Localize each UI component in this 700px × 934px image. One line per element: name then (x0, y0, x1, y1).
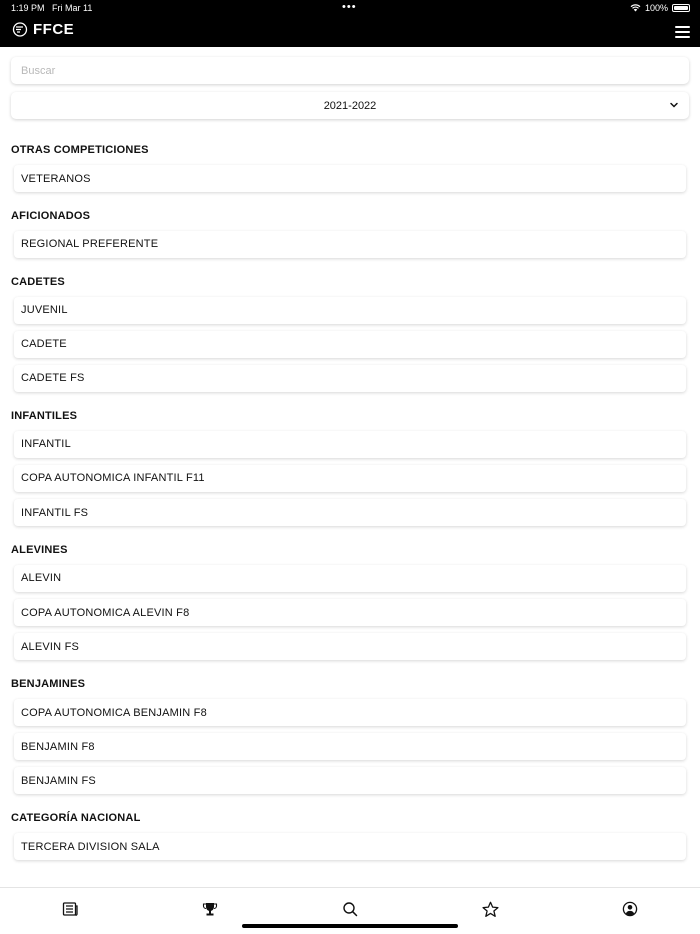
list-item[interactable]: TERCERA DIVISION SALA (14, 833, 686, 860)
list-item[interactable]: ALEVIN (14, 565, 686, 592)
season-selected-value: 2021-2022 (323, 99, 377, 112)
section-alevines (0, 542, 700, 660)
list-item[interactable]: BENJAMIN F8 (14, 733, 686, 760)
app-logo[interactable] (12, 21, 74, 38)
status-indicators (630, 3, 690, 13)
profile-icon (622, 901, 638, 917)
logo-text: FFCE (33, 21, 75, 38)
section-infantiles (0, 408, 700, 526)
list-item[interactable]: JUVENIL (14, 297, 686, 324)
list-item[interactable]: COPA AUTONOMICA INFANTIL F11 (14, 465, 686, 492)
home-indicator[interactable] (242, 924, 458, 928)
section-aficionados (0, 208, 700, 258)
tab-favorites[interactable] (481, 900, 499, 918)
battery-percent: 100% (644, 3, 668, 13)
wifi-icon (630, 4, 641, 12)
section-title: CATEGORÍA NACIONAL (11, 812, 141, 825)
section-cadetes (0, 274, 700, 392)
section-title: INFANTILES (11, 409, 78, 422)
ffce-crest-icon (12, 21, 28, 38)
list-item[interactable]: INFANTIL FS (14, 499, 686, 526)
tab-news[interactable] (61, 900, 79, 918)
list-item[interactable]: BENJAMIN FS (14, 767, 686, 794)
section-title: ALEVINES (11, 543, 68, 556)
main-content[interactable] (0, 47, 700, 887)
tab-profile[interactable] (621, 900, 639, 918)
status-time (11, 3, 92, 13)
section-title: OTRAS COMPETICIONES (11, 144, 149, 156)
search-field[interactable] (11, 57, 689, 84)
section-title: BENJAMINES (11, 678, 86, 691)
search-icon (342, 901, 358, 917)
section-otras-competiciones (0, 142, 700, 192)
list-item[interactable]: COPA AUTONOMICA ALEVIN F8 (14, 599, 686, 626)
list-item[interactable]: VETERANOS (14, 165, 686, 192)
section-title: CADETES (11, 275, 65, 288)
list-item[interactable]: CADETE FS (14, 365, 686, 392)
chevron-down-icon (669, 100, 679, 110)
list-item[interactable]: CADETE (14, 331, 686, 358)
top-bar (0, 0, 700, 47)
search-input[interactable] (11, 57, 689, 84)
news-icon (62, 901, 78, 917)
star-icon (482, 901, 499, 918)
battery-icon (672, 4, 690, 12)
season-select[interactable] (11, 92, 689, 119)
multitasking-dots[interactable]: ••• (342, 1, 357, 13)
status-clock: 1:19 PM (11, 3, 45, 13)
section-title: AFICIONADOS (11, 209, 91, 222)
section-benjamines (0, 676, 700, 794)
list-item[interactable]: REGIONAL PREFERENTE (14, 231, 686, 258)
list-item[interactable]: ALEVIN FS (14, 633, 686, 660)
trophy-icon (202, 901, 218, 917)
tab-search[interactable] (341, 900, 359, 918)
hamburger-menu-icon[interactable] (675, 26, 690, 38)
tab-competitions[interactable] (201, 900, 219, 918)
list-item[interactable]: INFANTIL (14, 431, 686, 458)
status-date: Fri Mar 11 (52, 3, 93, 13)
section-categoria-nacional (0, 810, 700, 860)
competition-list (0, 142, 700, 867)
list-item[interactable]: COPA AUTONOMICA BENJAMIN F8 (14, 699, 686, 726)
